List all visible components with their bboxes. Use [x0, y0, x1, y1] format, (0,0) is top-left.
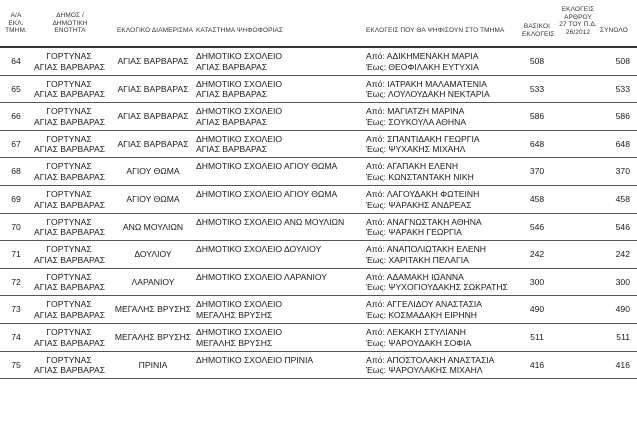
municipal-unit-name: ΑΓΙΑΣ ΒΑΡΒΑΡΑΣ	[34, 365, 106, 376]
municipal-unit-name: ΑΓΙΑΣ ΒΑΡΒΑΡΑΣ	[34, 171, 106, 182]
municipal-unit-name: ΑΓΙΑΣ ΒΑΡΒΑΡΑΣ	[34, 254, 106, 265]
voter-range-from: Από: ΑΔΑΜΑΚΗ ΙΩΑΝΝΑ	[366, 271, 464, 282]
table-row	[0, 103, 637, 131]
header-eklogeis: ΕΚΛΟΓΕΙΣ ΠΟΥ ΘΑ ΨΗΦΙΣΟΥΝ ΣΤΟ ΤΜΗΜΑ	[366, 27, 505, 34]
header-aa-line3: ΤΜΗΜ.	[5, 27, 27, 35]
voter-range-to: Έως: ΚΟΣΜΑΔΑΚΗ ΕΙΡΗΝΗ	[366, 309, 477, 320]
voter-range-from: Από: ΜΑΓΙΑΤΖΗ ΜΑΡΙΝΑ	[366, 106, 465, 117]
polling-station	[196, 327, 282, 348]
section-number: 67	[11, 138, 21, 149]
header-dimos-line3: ΕΝΟΤΗΤΑ	[54, 27, 86, 35]
voter-range-from: Από: ΑΓΑΠΑΚΗ ΕΛΕΝΗ	[366, 161, 459, 172]
base-voters: 511	[530, 331, 544, 342]
municipal-unit-name: ΑΓΙΑΣ ΒΑΡΒΑΡΑΣ	[34, 144, 106, 155]
municipality	[34, 189, 104, 210]
municipal-unit-name: ΑΓΙΑΣ ΒΑΡΒΑΡΑΣ	[34, 282, 106, 293]
municipality	[34, 272, 104, 293]
municipality-name: ΓΟΡΤΥΝΑΣ	[46, 51, 92, 61]
voter-range-from: Από: ΛΑΓΟΥΔΑΚΗ ΦΩΤΕΙΝΗ	[366, 188, 480, 199]
municipal-unit-name: ΑΓΙΑΣ ΒΑΡΒΑΡΑΣ	[34, 89, 106, 100]
header-katastima: ΚΑΤΑΣΤΗΜΑ ΨΗΦΟΦΟΡΙΑΣ	[196, 27, 283, 34]
polling-station-line1: ΔΗΜΟΤΙΚΟ ΣΧΟΛΕΙΟ ΔΟΥΛΙΟΥ	[196, 244, 322, 255]
header-arthrou-line2: ΑΡΘΡΟΥ	[564, 13, 592, 21]
electoral-district: ΜΕΓΑΛΗΣ ΒΡΥΣΗΣ	[114, 331, 192, 342]
voter-range-from: Από: ΑΔΙΚΗΜΕΝΑΚΗ ΜΑΡΙΑ	[366, 51, 479, 61]
polling-station-line1: ΔΗΜΟΤΙΚΟ ΣΧΟΛΕΙΟ	[196, 326, 283, 337]
section-number: 64	[11, 56, 21, 66]
header-synolo: ΣΥΝΟΛΟ	[600, 27, 628, 34]
polling-station	[196, 51, 282, 72]
base-voters: 300	[529, 276, 545, 287]
header-diamerisma: ΕΚΛΟΓΙΚΟ ΔΙΑΜΕΡΙΣΜΑ	[117, 27, 193, 34]
base-voters: 533	[529, 83, 545, 94]
polling-station	[196, 134, 282, 155]
voter-range-from: Από: ΑΠΟΣΤΟΛΑΚΗ ΑΝΑΣΤΑΣΙΑ	[366, 354, 495, 365]
voter-range-to: Έως: ΧΑΡΙΤΑΚΗ ΠΕΛΑΓΙΑ	[366, 254, 469, 265]
header-vasikoi-line2: ΕΚΛΟΓΕΙΣ	[522, 30, 555, 38]
polling-station	[196, 79, 282, 100]
table-row	[0, 186, 637, 214]
polling-station-line2: ΑΓΙΑΣ ΒΑΡΒΑΡΑΣ	[196, 89, 268, 100]
municipality-name: ΓΟΡΤΥΝΑΣ	[46, 244, 92, 255]
municipal-unit-name: ΑΓΙΑΣ ΒΑΡΒΑΡΑΣ	[34, 337, 106, 348]
voter-range-to: Έως: ΨΑΡΑΚΗΣ ΑΝΔΡΕΑΣ	[366, 199, 472, 210]
total-voters: 648	[615, 138, 630, 149]
base-voters: 490	[529, 304, 545, 315]
table-row	[0, 324, 637, 352]
electoral-district: ΜΕΓΑΛΗΣ ΒΡΥΣΗΣ	[114, 304, 192, 315]
polling-station	[196, 355, 313, 366]
polling-station-line1: ΔΗΜΟΤΙΚΟ ΣΧΟΛΕΙΟ	[196, 133, 283, 144]
total-voters: 416	[615, 359, 630, 370]
voter-range	[366, 327, 471, 348]
municipality	[34, 51, 104, 72]
header-arthrou-line4: 26/2012	[565, 28, 591, 36]
voter-range-to: Έως: ΣΟΥΚΟΥΛΑ ΑΘΗΝΑ	[366, 116, 467, 127]
municipality	[34, 299, 104, 320]
voter-range-from: Από: ΙΑΤΡΑΚΗ ΜΑΛΑΜΑΤΕΝΙΑ	[366, 78, 488, 89]
table-row	[0, 158, 637, 186]
voter-range-to: Έως: ΘΕΟΦΙΛΑΚΗ ΕΥΤΥΧΙΑ	[366, 61, 479, 72]
polling-station-line1: ΔΗΜΟΤΙΚΟ ΣΧΟΛΕΙΟ ΑΝΩ ΜΟΥΛΙΩΝ	[196, 216, 345, 227]
municipality-name: ΓΟΡΤΥΝΑΣ	[46, 133, 92, 144]
header-arthrou	[558, 6, 598, 36]
section-number: 69	[11, 193, 21, 204]
polling-station-line2: ΑΓΙΑΣ ΒΑΡΒΑΡΑΣ	[196, 61, 268, 72]
municipality-name: ΓΟΡΤΥΝΑΣ	[46, 161, 92, 172]
voter-range	[366, 51, 479, 72]
section-number: 74	[11, 331, 21, 342]
voter-range	[366, 161, 474, 182]
table-row	[0, 48, 637, 76]
municipality	[34, 134, 104, 155]
polling-station	[196, 217, 344, 228]
polling-station-line2: ΑΓΙΑΣ ΒΑΡΒΑΡΑΣ	[196, 144, 268, 155]
municipal-unit-name: ΑΓΙΑΣ ΒΑΡΒΑΡΑΣ	[34, 227, 106, 238]
voter-range	[366, 272, 508, 293]
section-number: 71	[11, 249, 21, 260]
table-row	[0, 131, 637, 159]
polling-station	[196, 189, 337, 200]
header-aa-line1: Α/Α	[10, 12, 22, 19]
municipal-unit-name: ΑΓΙΑΣ ΒΑΡΒΑΡΑΣ	[34, 309, 106, 320]
voter-range-from: Από: ΑΓΓΕΛΙΔΟΥ ΑΝΑΣΤΑΣΙΑ	[366, 299, 483, 310]
voter-range	[366, 189, 479, 210]
municipality	[34, 355, 104, 376]
header-vasikoi-line1: ΒΑΣΙΚΟΙ	[523, 23, 551, 30]
table-row	[0, 214, 637, 242]
voter-range	[366, 79, 490, 100]
polling-station	[196, 272, 327, 283]
polling-station-line1: ΔΗΜΟΤΙΚΟ ΣΧΟΛΕΙΟ	[196, 78, 283, 89]
municipality-name: ΓΟΡΤΥΝΑΣ	[46, 78, 92, 89]
header-aa-line2: ΕΚΛ.	[8, 19, 24, 27]
section-number: 70	[11, 221, 21, 232]
municipality-name: ΓΟΡΤΥΝΑΣ	[46, 354, 92, 365]
polling-station-line1: ΔΗΜΟΤΙΚΟ ΣΧΟΛΕΙΟ ΠΡΙΝΙΑ	[196, 354, 314, 365]
total-voters: 458	[615, 193, 630, 204]
electoral-district: ΑΓΙΟΥ ΘΩΜΑ	[126, 193, 180, 204]
section-number: 75	[11, 359, 21, 370]
electoral-district: ΑΓΙΟΥ ΘΩΜΑ	[126, 166, 180, 177]
header-dimos-line1: ΔΗΜΟΣ /	[56, 12, 84, 19]
header-dimos-line2: ΔΗΜΟΤΙΚΗ	[52, 19, 88, 27]
municipality-name: ΓΟΡΤΥΝΑΣ	[46, 106, 92, 117]
base-voters: 416	[529, 359, 545, 370]
polling-station-line1: ΔΗΜΟΤΙΚΟ ΣΧΟΛΕΙΟ ΑΓΙΟΥ ΘΩΜΑ	[196, 188, 338, 199]
polling-station	[196, 244, 321, 255]
table-header	[0, 0, 637, 48]
table-row	[0, 241, 637, 269]
table-row	[0, 352, 637, 380]
municipality-name: ΓΟΡΤΥΝΑΣ	[46, 299, 92, 310]
polling-station	[196, 299, 282, 320]
voter-range	[366, 299, 482, 320]
municipal-unit-name: ΑΓΙΑΣ ΒΑΡΒΑΡΑΣ	[34, 199, 106, 210]
voter-range-to: Έως: ΨΑΡΟΥΔΑΚΗ ΣΟΦΙΑ	[366, 337, 472, 348]
base-voters: 648	[529, 138, 545, 149]
municipality	[34, 106, 104, 127]
voter-range-to: Έως: ΛΟΥΛΟΥΔΑΚΗ ΝΕΚΤΑΡΙΑ	[366, 89, 490, 100]
voter-range	[366, 217, 482, 238]
polling-station-line1: ΔΗΜΟΤΙΚΟ ΣΧΟΛΕΙΟ	[196, 106, 283, 117]
polling-station-line2: ΑΓΙΑΣ ΒΑΡΒΑΡΑΣ	[196, 116, 268, 127]
base-voters: 586	[529, 111, 545, 122]
total-voters: 511	[616, 331, 630, 342]
base-voters: 546	[529, 221, 545, 232]
electoral-district: ΠΡΙΝΙΑ	[138, 359, 168, 370]
voter-range-from: Από: ΣΠΑΝΤΙΔΑΚΗ ΓΕΩΡΓΙΑ	[366, 133, 480, 144]
municipality	[34, 161, 104, 182]
voter-range-to: Έως: ΨΑΡΑΚΗ ΓΕΩΡΓΙΑ	[366, 227, 462, 238]
total-voters: 533	[615, 83, 630, 94]
polling-station-line2: ΜΕΓΑΛΗΣ ΒΡΥΣΗΣ	[196, 309, 273, 320]
section-number: 73	[11, 304, 21, 315]
header-aa	[2, 12, 30, 35]
polling-station-line1: ΔΗΜΟΤΙΚΟ ΣΧΟΛΕΙΟ	[196, 51, 283, 61]
base-voters: 458	[529, 193, 545, 204]
municipality-name: ΓΟΡΤΥΝΑΣ	[46, 216, 92, 227]
base-voters: 242	[529, 249, 545, 260]
electoral-district: ΔΟΥΛΙΟΥ	[134, 249, 172, 260]
municipality	[34, 327, 104, 348]
voter-range-to: Έως: ΨΥΧΟΓΙΟΥΔΑΚΗΣ ΣΩΚΡΑΤΗΣ	[366, 282, 508, 293]
municipality	[34, 217, 104, 238]
municipality	[34, 79, 104, 100]
section-number: 65	[11, 83, 21, 94]
voter-range-from: Από: ΑΝΑΓΝΩΣΤΑΚΗ ΑΘΗΝΑ	[366, 216, 482, 227]
total-voters: 300	[615, 276, 630, 287]
municipality	[34, 244, 104, 265]
electoral-district: ΑΓΙΑΣ ΒΑΡΒΑΡΑΣ	[117, 138, 189, 149]
base-voters: 370	[529, 166, 545, 177]
total-voters: 370	[615, 166, 630, 177]
electoral-district: ΑΓΙΑΣ ΒΑΡΒΑΡΑΣ	[117, 111, 189, 122]
total-voters: 242	[615, 249, 630, 260]
base-voters: 508	[529, 56, 545, 66]
header-dimos	[40, 12, 100, 35]
table-row	[0, 76, 637, 104]
polling-station-line1: ΔΗΜΟΤΙΚΟ ΣΧΟΛΕΙΟ	[196, 299, 283, 310]
municipality-name: ΓΟΡΤΥΝΑΣ	[46, 188, 92, 199]
voter-range-from: Από: ΑΝΑΠΟΛΙΩΤΑΚΗ ΕΛΕΝΗ	[366, 244, 486, 255]
voter-range-to: Έως: ΚΩΝΣΤΑΝΤΑΚΗ ΝΙΚΗ	[366, 171, 474, 182]
electoral-district: ΑΓΙΑΣ ΒΑΡΒΑΡΑΣ	[117, 56, 189, 66]
polling-station-line1: ΔΗΜΟΤΙΚΟ ΣΧΟΛΕΙΟ ΑΓΙΟΥ ΘΩΜΑ	[196, 161, 338, 172]
total-voters: 508	[615, 56, 630, 66]
voter-range-from: Από: ΛΕΚΑΚΗ ΣΤΥΛΙΑΝΗ	[366, 326, 466, 337]
total-voters: 490	[615, 304, 630, 315]
municipality-name: ΓΟΡΤΥΝΑΣ	[46, 326, 92, 337]
voter-range-to: Έως: ΨΥΧΑΚΗΣ ΜΙΧΑΗΛ	[366, 144, 466, 155]
polling-station-line2: ΜΕΓΑΛΗΣ ΒΡΥΣΗΣ	[196, 337, 273, 348]
municipality-name: ΓΟΡΤΥΝΑΣ	[46, 271, 92, 282]
header-arthrou-line1: ΕΚΛΟΓΕΙΣ	[561, 6, 595, 13]
voter-range	[366, 106, 466, 127]
section-number: 72	[11, 276, 21, 287]
electoral-district: ΑΓΙΑΣ ΒΑΡΒΑΡΑΣ	[117, 83, 189, 94]
voter-range	[366, 244, 486, 265]
voter-range-to: Έως: ΨΑΡΟΥΛΑΚΗΣ ΜΙΧΑΗΛ	[366, 365, 483, 376]
voter-range	[366, 134, 480, 155]
table-row	[0, 296, 637, 324]
table-row	[0, 269, 637, 297]
section-number: 66	[11, 111, 21, 122]
municipal-unit-name: ΑΓΙΑΣ ΒΑΡΒΑΡΑΣ	[34, 61, 106, 72]
header-arthrou-line3: 27 ΤΟΥ Π.Δ.	[559, 21, 597, 29]
section-number: 68	[11, 166, 21, 177]
polling-station-line1: ΔΗΜΟΤΙΚΟ ΣΧΟΛΕΙΟ ΛΑΡΑΝΙΟΥ	[196, 271, 328, 282]
header-vasikoi	[522, 23, 555, 38]
voter-range	[366, 355, 494, 376]
electoral-district: ΑΝΩ ΜΟΥΛΙΩΝ	[122, 221, 184, 232]
polling-station	[196, 106, 282, 127]
electoral-district: ΛΑΡΑΝΙΟΥ	[131, 276, 175, 287]
municipal-unit-name: ΑΓΙΑΣ ΒΑΡΒΑΡΑΣ	[34, 116, 106, 127]
polling-station	[196, 161, 337, 172]
total-voters: 546	[615, 221, 630, 232]
table-body	[0, 48, 637, 379]
total-voters: 586	[615, 111, 630, 122]
